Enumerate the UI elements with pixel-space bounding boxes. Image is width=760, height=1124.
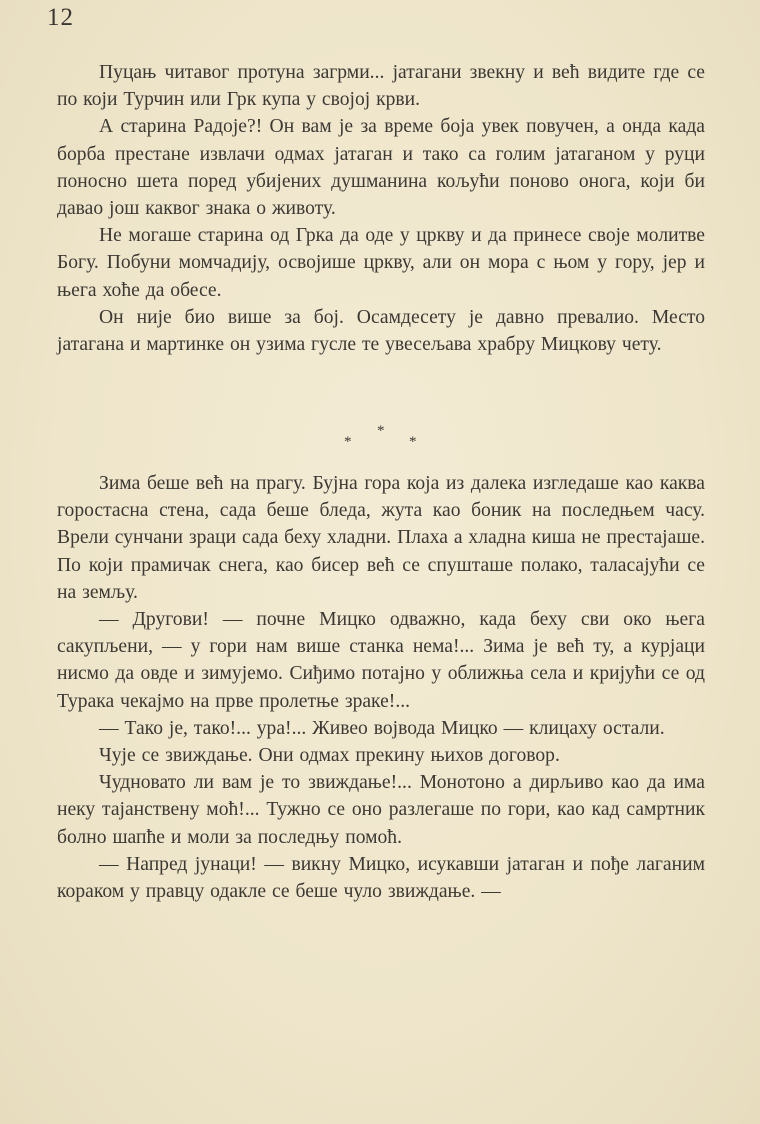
paragraph: — Другови! — почне Мицко одважно, када беху сви око њега сакупљени, — у гори нам више станка нема!... Зима је већ ту, а курјаци нисмо да овде и зимујемо. Сиђимо потајно у оближња села и кријући се од Турака чекајмо на прве пролетње зраке!...: [57, 609, 705, 712]
asterisk-top: *: [377, 423, 385, 439]
paragraph: Чује се звиждање. Они одмах прекину њихов договор.: [99, 745, 560, 767]
paragraph: Зима беше већ на прагу. Бујна гора која из далека изгледаше као каква горостасна стена, сада беше бледа, жута као боник на последњем часу. Врели сунчани зраци сада беху хладни. Плаха а хладна киша не престајаше. По који прамичак снега, као бисер већ се спушташе полако, таласајући се на земљу.: [57, 473, 705, 603]
section-divider-asterism: [340, 424, 420, 452]
page-number: 12: [47, 4, 74, 31]
text-section-2: [57, 470, 705, 905]
asterisk-right: *: [409, 434, 417, 450]
asterisk-left: *: [344, 434, 352, 450]
paragraph: Он није био више за бој. Осамдесету је давно превалио. Место јатагана и мартинке он узима гусле те увесељава храбру Мицкову чету.: [57, 306, 705, 356]
paragraph: А старина Радоје?! Он вам је за време боја увек повучен, а онда када борба престане извлачи одмах јатаган и тако са голим јатаганом у руци поносно шета поред убијених душманина кољући поново онога, који би давао још каквог знака о животу.: [57, 116, 705, 220]
paragraph: — Напред јунаци! — викну Мицко, исукавши јатаган и пође лаганим кораком у правцу одакле се беше чуло звиждање. —: [57, 853, 705, 903]
paragraph: Пуцањ читавог протуна загрми... јатагани звекну и већ видите где се по који Турчин или Грк купа у својој крви.: [57, 62, 705, 111]
paragraph: Чудновато ли вам је то звиждање!... Монотоно а дирљиво као да има неку тајанствену моћ!... Тужно се оно разлегаше по гори, као кад самртник болно шапће и моли за последњу помоћ.: [57, 772, 705, 848]
paragraph: Не могаше старина од Грка да оде у цркву и да принесе своје молитве Богу. Побуни момчадију, освојише цркву, али он мора с њом у гору, јер и њега хоће да обесе.: [57, 225, 705, 301]
text-section-1: [57, 59, 705, 358]
paragraph: — Тако је, тако!... ура!... Живео војвода Мицко — клицаху остали.: [99, 717, 665, 739]
